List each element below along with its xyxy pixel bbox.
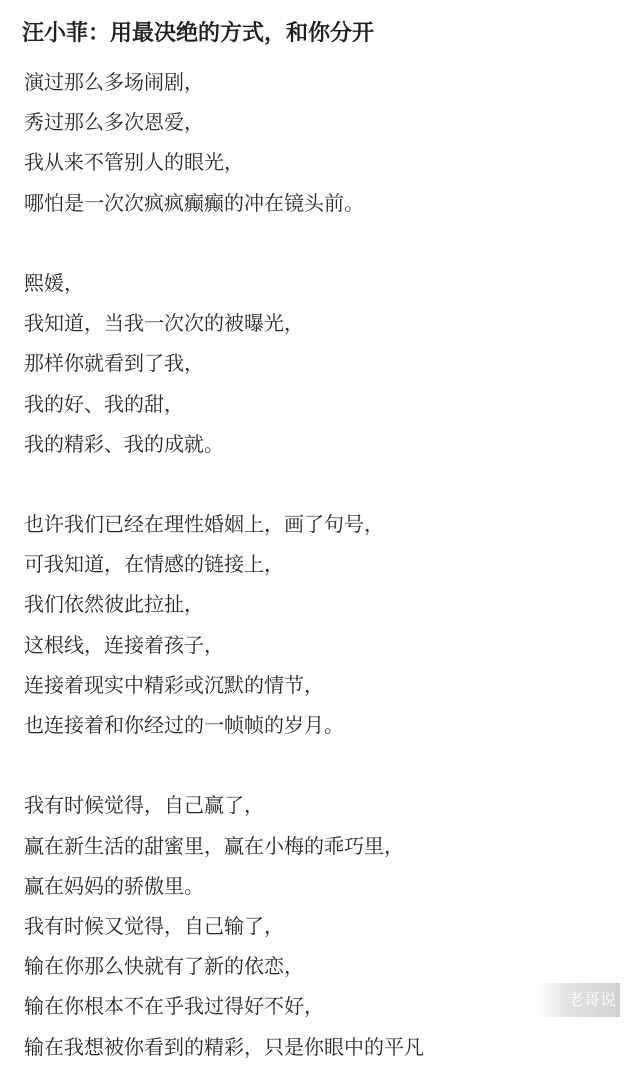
poem-line: 也许我们已经在理性婚姻上，画了句号， (24, 512, 384, 537)
poem-line: 我从来不管别人的眼光， (24, 150, 244, 175)
stanza-1 (24, 62, 624, 223)
stanza-gap (24, 223, 624, 263)
poem-line: 我的精彩、我的成就。 (24, 431, 224, 456)
stanza-4 (24, 785, 624, 1066)
poem-line: 秀过那么多次恩爱， (24, 110, 204, 135)
poem-line: 也连接着和你经过的一帧帧的岁月。 (24, 713, 344, 737)
poem-line: 哪怕是一次次疯疯癫癫的冲在镜头前。 (24, 190, 364, 215)
stanza-gap (24, 464, 624, 504)
poem-line: 演过那么多场闹剧， (24, 70, 204, 94)
poem-line: 赢在妈妈的骄傲里。 (24, 873, 204, 898)
poem-line: 熙媛， (24, 270, 84, 295)
watermark-badge: 老哥说 (536, 983, 620, 1017)
poem-line: 那样你就看到了我， (24, 351, 204, 376)
stanza-2 (24, 263, 624, 464)
poem-line: 我有时候觉得，自己赢了， (24, 793, 264, 818)
poem-line: 连接着现实中精彩或沉默的情节， (24, 672, 324, 697)
poem-body (24, 62, 624, 1067)
poem-line: 可我知道，在情感的链接上， (24, 552, 284, 577)
poem-line: 我知道，当我一次次的被曝光， (24, 311, 304, 336)
poem-line: 我们依然彼此拉扯， (24, 592, 204, 617)
article-title: 汪小菲：用最决绝的方式，和你分开 (22, 21, 375, 46)
stanza-gap (24, 745, 624, 785)
poem-line: 我的好、我的甜， (24, 391, 184, 416)
stanza-3 (24, 504, 624, 745)
poem-line: 输在你那么快就有了新的依恋， (24, 954, 304, 979)
poem-line: 输在你根本不在乎我过得好不好， (24, 994, 324, 1019)
poem-line: 我有时候又觉得，自己输了， (24, 913, 284, 938)
poem-line: 赢在新生活的甜蜜里，赢在小梅的乖巧里， (24, 833, 404, 858)
poem-line: 这根线，连接着孩子， (24, 632, 224, 657)
poem-line: 输在我想被你看到的精彩，只是你眼中的平凡 (24, 1034, 424, 1059)
